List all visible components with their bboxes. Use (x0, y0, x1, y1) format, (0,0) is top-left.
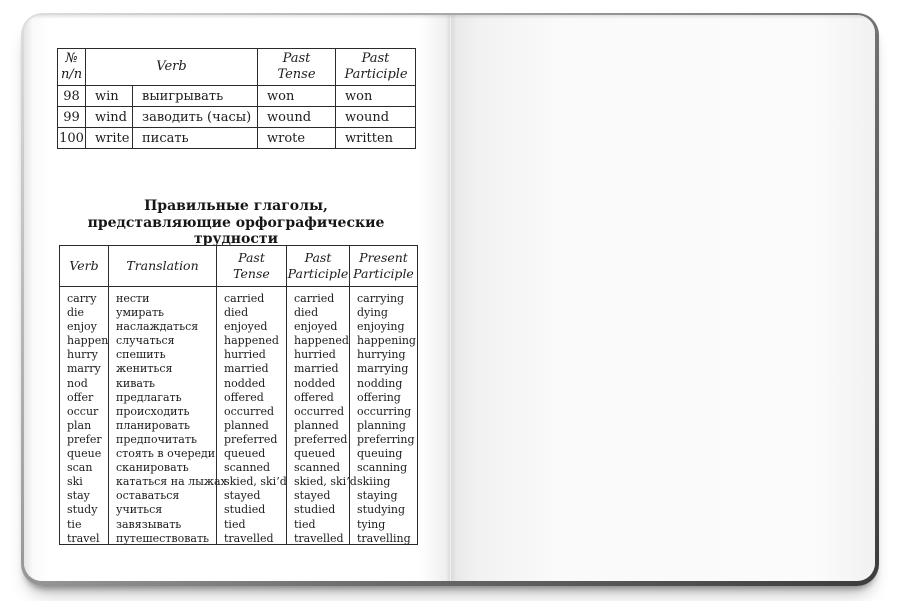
cell-translation: выигрывать (133, 86, 258, 107)
cell-verb: stay (67, 489, 90, 503)
cell-verb: enjoy (67, 320, 97, 334)
cell-verb: die (67, 306, 85, 320)
cell-past-tense: wrote (258, 128, 336, 149)
cell-verb: happen (67, 334, 109, 348)
cell-past-tense: tied (224, 517, 246, 531)
cell-past-participle: offered (294, 390, 334, 404)
cell-present-participle: travelling (357, 531, 411, 545)
cell-translation: писать (133, 128, 258, 149)
cell-present-participle: carrying (357, 292, 405, 305)
section-heading (50, 198, 422, 248)
cell-translation: кататься на лыжах (116, 475, 227, 489)
cell-present-participle: studying (357, 503, 406, 517)
column-past-tense (216, 246, 286, 544)
cell-translation: спешить (116, 348, 166, 362)
cell-verb: write (86, 128, 133, 149)
cell-past-tense: happened (224, 334, 279, 348)
cell-translation: сканировать (116, 461, 189, 475)
table-row (58, 107, 416, 128)
cell-past-participle: won (336, 86, 416, 107)
cell-present-participle: queuing (357, 447, 403, 461)
cell-past-tense: preferred (224, 432, 278, 446)
cell-verb: ski (67, 475, 83, 489)
table-row (58, 128, 416, 149)
cell-present-participle: hurrying (357, 348, 406, 362)
header-cell-past-tense: Past Tense (258, 49, 336, 86)
cell-past-tense: planned (224, 418, 269, 432)
cell-present-participle: staying (357, 489, 398, 503)
cell-past-participle: happened (294, 334, 349, 348)
cell-past-participle: travelled (294, 531, 344, 545)
column-past-tense-body (217, 287, 286, 546)
cell-past-tense: offered (224, 390, 264, 404)
cell-verb: scan (67, 461, 93, 475)
cell-present-participle: scanning (357, 461, 408, 475)
cell-past-tense: travelled (224, 531, 274, 545)
cell-translation: завязывать (116, 517, 182, 531)
cell-past-participle: stayed (294, 489, 331, 503)
cell-verb: occur (67, 404, 99, 418)
section-heading-line2: представляющие орфографические трудности (87, 214, 385, 247)
column-present-participle-body (350, 287, 417, 546)
cell-past-participle: skied, ski’d (294, 475, 357, 489)
column-present-participle (349, 246, 417, 544)
cell-present-participle: occurring (357, 404, 412, 418)
cell-present-participle: nodding (357, 376, 403, 390)
cell-past-tense: skied, ski’d (224, 475, 287, 489)
cell-translation: нести (116, 292, 150, 305)
cell-present-participle: preferring (357, 432, 415, 446)
cell-past-participle: tied (294, 517, 316, 531)
cell-translation: учиться (116, 503, 163, 517)
cell-past-tense: studied (224, 503, 266, 517)
cell-translation: заводить (часы) (133, 107, 258, 128)
cell-verb: offer (67, 390, 94, 404)
cell-past-participle: died (294, 306, 319, 320)
cell-translation: предпочитать (116, 432, 197, 446)
cell-past-tense: carried (224, 292, 265, 305)
cell-past-tense: married (224, 362, 269, 376)
column-verb (60, 246, 108, 544)
cell-past-tense: scanned (224, 461, 271, 475)
cell-translation: предлагать (116, 390, 182, 404)
column-past-participle (286, 246, 357, 545)
section-heading-line1: Правильные глаголы, (144, 198, 328, 214)
cell-past-participle: enjoyed (294, 320, 338, 334)
cell-present-participle: happening (357, 334, 416, 348)
table-header-row (58, 49, 416, 86)
cell-translation: кивать (116, 376, 156, 390)
cell-verb: marry (67, 362, 101, 376)
cell-verb: carry (67, 292, 97, 305)
header-cell-verb: Verb (86, 49, 258, 86)
cell-past-participle: married (294, 362, 339, 376)
cell-past-tense: occurred (224, 404, 275, 418)
cell-past-participle: planned (294, 418, 339, 432)
cell-present-participle: marrying (357, 362, 409, 376)
cell-past-tense: hurried (224, 348, 266, 362)
cell-verb: wind (86, 107, 133, 128)
cell-past-participle: nodded (294, 376, 336, 390)
cell-past-participle: wound (336, 107, 416, 128)
cell-past-participle: studied (294, 503, 336, 517)
cell-translation: умирать (116, 306, 165, 320)
header-cell-translation: Translation (109, 246, 216, 287)
cell-number: 99 (58, 107, 86, 128)
header-cell-present-participle: Present Participle (350, 246, 417, 287)
cell-past-tense: wound (258, 107, 336, 128)
cell-verb: prefer (67, 432, 102, 446)
cell-translation: путешествовать (116, 531, 210, 545)
spelling-verbs-table (59, 245, 418, 545)
cell-present-participle: dying (357, 306, 388, 320)
cell-verb: win (86, 86, 133, 107)
cell-translation: происходить (116, 404, 190, 418)
cell-verb: study (67, 503, 98, 517)
cell-past-tense: stayed (224, 489, 261, 503)
cell-present-participle: offering (357, 390, 401, 404)
cell-past-participle: preferred (294, 432, 348, 446)
table-row (58, 86, 416, 107)
cell-verb: queue (67, 447, 102, 461)
cell-verb: hurry (67, 348, 98, 362)
cell-past-participle: scanned (294, 461, 341, 475)
cell-present-participle: skiing (357, 475, 391, 489)
cell-past-participle: queued (294, 447, 336, 461)
cell-translation: планировать (116, 418, 191, 432)
cell-past-tense: nodded (224, 376, 266, 390)
header-cell-past-participle: Past Participle (287, 246, 349, 287)
column-past-participle-body (287, 287, 357, 546)
column-verb-body (60, 287, 108, 546)
irregular-verbs-table (57, 48, 416, 149)
cell-past-participle: hurried (294, 348, 336, 362)
cell-verb: travel (67, 531, 100, 545)
cell-translation: стоять в очереди (116, 447, 216, 461)
cell-verb: plan (67, 418, 92, 432)
cell-translation: случаться (116, 334, 175, 348)
cell-translation: оставаться (116, 489, 180, 503)
column-translation (108, 246, 227, 545)
cell-past-tense: enjoyed (224, 320, 268, 334)
header-cell-past-participle: Past Participle (336, 49, 416, 86)
cell-verb: tie (67, 517, 82, 531)
header-cell-number: № п/п (58, 49, 86, 86)
cell-past-tense: won (258, 86, 336, 107)
header-cell-verb: Verb (60, 246, 108, 287)
cell-past-tense: died (224, 306, 249, 320)
cell-present-participle: tying (357, 517, 386, 531)
cell-past-participle: carried (294, 292, 335, 305)
cell-translation: наслаждаться (116, 320, 199, 334)
cell-number: 98 (58, 86, 86, 107)
cell-past-participle: occurred (294, 404, 345, 418)
cell-past-participle: written (336, 128, 416, 149)
column-translation-body (109, 287, 227, 546)
cell-verb: nod (67, 376, 88, 390)
cell-present-participle: enjoying (357, 320, 405, 334)
header-cell-past-tense: Past Tense (217, 246, 286, 287)
cell-present-participle: planning (357, 418, 406, 432)
cell-translation: жениться (116, 362, 173, 376)
cell-number: 100 (58, 128, 86, 149)
cell-past-tense: queued (224, 447, 266, 461)
